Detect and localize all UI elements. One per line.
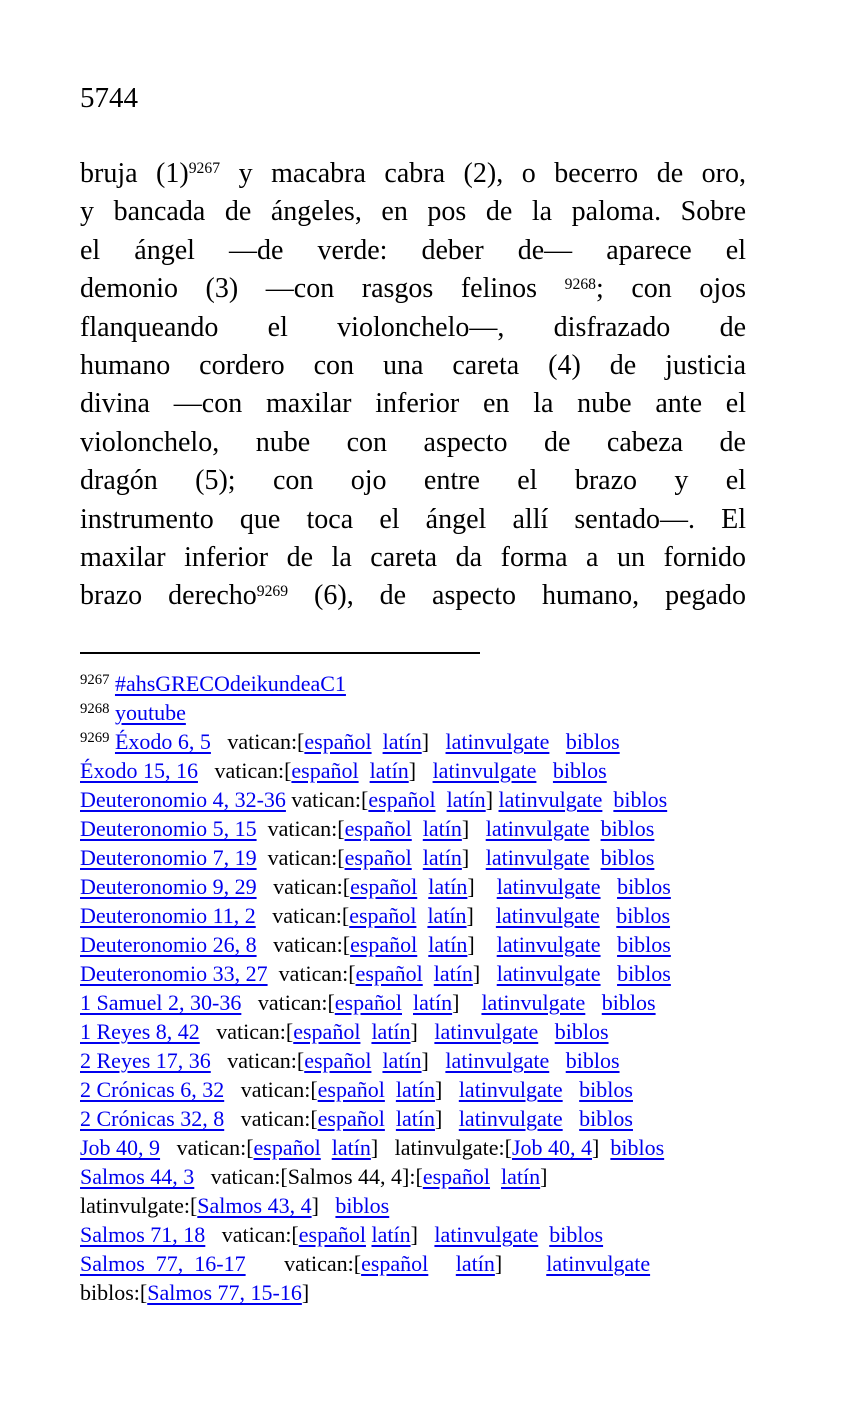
footnote-link[interactable]: biblos xyxy=(617,874,671,899)
footnote-line xyxy=(80,727,786,756)
footnote-link[interactable]: latín xyxy=(382,729,422,754)
paragraph-line xyxy=(80,347,746,385)
text-segment: el ángel —de verde: deber de— aparece el xyxy=(80,234,746,266)
text-segment: vatican:[ xyxy=(285,787,369,812)
footnote-link[interactable]: latín xyxy=(455,1251,495,1276)
footnote-link[interactable]: latinvulgate xyxy=(485,845,590,870)
footnote-line xyxy=(80,1133,786,1162)
text-segment xyxy=(436,787,447,812)
footnote-link[interactable]: latín xyxy=(428,874,468,899)
footnote-link[interactable]: Job 40, 9 xyxy=(80,1135,161,1160)
footnote-link[interactable]: latín xyxy=(382,1048,422,1073)
footnote-link[interactable]: latinvulgate xyxy=(445,729,550,754)
text-segment xyxy=(601,961,618,986)
text-segment xyxy=(371,1048,382,1073)
footnote-link[interactable]: español xyxy=(344,845,412,870)
footnote-line xyxy=(80,1191,786,1220)
paragraph-line xyxy=(80,193,746,231)
footnote-link[interactable]: latín xyxy=(371,1019,411,1044)
paragraph-line xyxy=(80,270,746,308)
footnote-ref-number: 9267 xyxy=(188,160,221,178)
footnote-link[interactable]: biblos xyxy=(610,1135,665,1160)
footnote-link[interactable]: español xyxy=(349,903,417,928)
footnote-link[interactable]: latín xyxy=(371,1222,411,1247)
text-segment: flanqueando el violonchelo—, disfrazado de xyxy=(80,311,746,343)
footnote-link[interactable]: youtube xyxy=(114,700,186,725)
footnote-link[interactable]: latín xyxy=(428,932,468,957)
footnote-link[interactable]: latín xyxy=(369,758,409,783)
text-segment: ] xyxy=(434,1106,459,1131)
footnote-link[interactable]: latín xyxy=(501,1164,541,1189)
footnote-link[interactable]: 2 Reyes 17, 36 xyxy=(80,1048,211,1073)
footnote-link[interactable]: #ahsGRECOdeikundeaC1 xyxy=(114,671,346,696)
text-segment: vatican:[ xyxy=(256,874,351,899)
footnote-link[interactable]: biblos xyxy=(565,729,620,754)
text-segment xyxy=(538,1222,549,1247)
footnote-link[interactable]: español xyxy=(304,1048,372,1073)
footnote-link[interactable]: biblos xyxy=(335,1193,390,1218)
footnote-line xyxy=(80,785,786,814)
footnote-link[interactable]: latín xyxy=(427,903,467,928)
footnote-link[interactable]: español xyxy=(361,1251,429,1276)
footnote-link[interactable]: español xyxy=(298,1222,366,1247)
text-segment: violonchelo, nube con aspecto de cabeza de xyxy=(80,426,746,458)
text-segment: latinvulgate:[ xyxy=(80,1193,198,1218)
text-segment: ] xyxy=(472,961,497,986)
text-segment: ] xyxy=(311,1193,336,1218)
text-segment: dragón (5); con ojo entre el brazo y el xyxy=(80,465,746,497)
footnote-link[interactable]: latín xyxy=(331,1135,371,1160)
text-segment: ] xyxy=(408,758,433,783)
footnote-separator xyxy=(80,652,480,654)
text-segment: ] xyxy=(592,1135,611,1160)
footnote-ref-number: 9269 xyxy=(80,730,110,747)
footnote-line xyxy=(80,1249,786,1278)
text-segment xyxy=(416,903,427,928)
text-segment xyxy=(385,1106,396,1131)
footnote-link[interactable]: Deuteronomio 26, 8 xyxy=(80,932,257,957)
text-segment xyxy=(359,758,370,783)
text-segment: ; con ojos xyxy=(595,273,746,305)
footnote-link[interactable]: latín xyxy=(395,1106,435,1131)
footnote-line xyxy=(80,1075,786,1104)
text-segment xyxy=(536,758,553,783)
footnote-link[interactable]: español xyxy=(368,787,436,812)
text-segment xyxy=(538,1019,555,1044)
text-segment xyxy=(549,729,566,754)
text-segment: vatican:[Salmos 44, 4]:[ xyxy=(194,1164,423,1189)
text-segment xyxy=(417,932,428,957)
text-segment xyxy=(412,845,423,870)
footnote-link[interactable]: biblos xyxy=(565,1048,620,1073)
text-segment: vatican:[ xyxy=(197,758,292,783)
footnote-line xyxy=(80,1017,786,1046)
text-segment: ] xyxy=(485,787,499,812)
footnote-line xyxy=(80,1278,786,1307)
footnote-link[interactable]: latín xyxy=(422,816,462,841)
footnote-link[interactable]: latinvulgate xyxy=(458,1077,563,1102)
footnote-ref-number: 9268 xyxy=(564,275,596,293)
footnote-link[interactable]: español xyxy=(344,816,412,841)
paragraph-line xyxy=(80,309,746,347)
text-segment: ] xyxy=(540,1164,548,1189)
text-segment xyxy=(549,1048,566,1073)
text-segment: ] xyxy=(301,1280,310,1305)
footnote-link[interactable]: latín xyxy=(422,845,462,870)
text-segment: (6), de aspecto humano, pegado xyxy=(288,580,746,612)
footnote-link[interactable]: 1 Reyes 8, 42 xyxy=(80,1019,200,1044)
text-segment xyxy=(590,845,601,870)
footnote-link[interactable]: latinvulgate xyxy=(496,874,601,899)
text-segment: ] xyxy=(461,816,486,841)
text-segment xyxy=(428,1251,456,1276)
footnote-link[interactable]: biblos xyxy=(617,932,671,957)
text-segment: ] xyxy=(421,729,446,754)
text-segment: ] xyxy=(421,1048,446,1073)
footnote-link[interactable]: biblos xyxy=(616,903,671,928)
text-segment: ] xyxy=(467,932,497,957)
text-segment: vatican:[ xyxy=(205,1222,299,1247)
footnote-line xyxy=(80,814,786,843)
footnote-link[interactable]: latinvulgate xyxy=(498,787,603,812)
footnote-line xyxy=(80,901,786,930)
footnotes-block xyxy=(80,669,786,1307)
footnote-line xyxy=(80,959,786,988)
footnote-link[interactable]: Éxodo 6, 5 xyxy=(114,729,211,754)
footnote-link[interactable]: español xyxy=(334,990,402,1015)
footnote-line xyxy=(80,1104,786,1133)
footnote-line xyxy=(80,1220,786,1249)
footnote-link[interactable]: Salmos 77, 15-16 xyxy=(147,1280,302,1305)
text-segment xyxy=(563,1077,580,1102)
paragraph-line xyxy=(80,385,746,423)
text-segment: divina —con maxilar inferior en la nube ante el xyxy=(80,388,746,420)
footnote-link[interactable]: biblos xyxy=(579,1077,633,1102)
footnote-link[interactable]: español xyxy=(291,758,359,783)
paragraph-line xyxy=(80,424,746,462)
footnote-line xyxy=(80,669,786,698)
footnote-link[interactable]: biblos xyxy=(600,845,655,870)
footnote-line xyxy=(80,756,786,785)
footnote-line xyxy=(80,1162,786,1191)
footnote-link[interactable]: latín xyxy=(413,990,453,1015)
text-segment xyxy=(402,990,413,1015)
footnote-line xyxy=(80,843,786,872)
text-segment xyxy=(321,1135,332,1160)
footnote-link[interactable]: español xyxy=(350,874,418,899)
footnote-link[interactable]: Deuteronomio 7, 19 xyxy=(80,845,257,870)
text-segment: vatican:[ xyxy=(210,1048,305,1073)
page-number: 5744 xyxy=(80,82,138,114)
footnote-link[interactable]: español xyxy=(253,1135,321,1160)
paragraph-line xyxy=(80,539,746,577)
footnote-link[interactable]: español xyxy=(304,729,372,754)
main-paragraph xyxy=(80,155,746,616)
text-segment: humano cordero con una careta (4) de justicia xyxy=(80,350,746,382)
footnote-line xyxy=(80,1046,786,1075)
text-segment xyxy=(601,874,618,899)
footnote-link[interactable]: español xyxy=(350,932,418,957)
footnote-link[interactable]: 2 Crónicas 6, 32 xyxy=(80,1077,225,1102)
text-segment: demonio (3) —con rasgos felinos xyxy=(80,273,565,305)
text-segment xyxy=(423,961,434,986)
footnote-link[interactable]: español xyxy=(355,961,423,986)
footnote-link[interactable]: latinvulgate xyxy=(496,961,601,986)
footnote-link[interactable]: latinvulgate xyxy=(434,1019,539,1044)
text-segment xyxy=(600,903,617,928)
text-segment xyxy=(412,816,423,841)
text-segment xyxy=(602,787,613,812)
text-segment xyxy=(585,990,602,1015)
footnote-link[interactable]: Salmos 43, 4 xyxy=(197,1193,312,1218)
text-segment: ] latinvulgate:[ xyxy=(370,1135,512,1160)
text-segment xyxy=(385,1077,396,1102)
text-segment: ] xyxy=(494,1251,547,1276)
footnote-link[interactable]: latín xyxy=(446,787,486,812)
footnote-link[interactable]: latinvulgate xyxy=(496,932,601,957)
footnote-ref-number: 9269 xyxy=(256,582,289,600)
paragraph-line xyxy=(80,462,746,500)
footnote-link[interactable]: biblos xyxy=(552,758,607,783)
text-segment: instrumento que toca el ángel allí sentado—. El xyxy=(80,503,746,535)
text-segment: ] xyxy=(452,990,482,1015)
text-segment: ] xyxy=(410,1222,435,1247)
text-segment: vatican:[ xyxy=(210,729,305,754)
footnote-link[interactable]: latín xyxy=(433,961,473,986)
text-segment: vatican:[ xyxy=(160,1135,254,1160)
footnote-line xyxy=(80,872,786,901)
paragraph-line xyxy=(80,501,746,539)
text-segment: vatican:[ xyxy=(199,1019,294,1044)
text-segment: y bancada de ángeles, en pos de la paloma. Sobre xyxy=(80,196,746,228)
text-segment: vatican:[ xyxy=(267,961,356,986)
footnote-link[interactable]: español xyxy=(422,1164,491,1189)
footnote-link[interactable]: latinvulgate xyxy=(432,758,537,783)
footnote-link[interactable]: español xyxy=(317,1106,385,1131)
text-segment: biblos:[ xyxy=(80,1280,148,1305)
text-segment: y macabra cabra (2), o becerro de oro, xyxy=(220,158,746,189)
text-segment: vatican:[ xyxy=(245,1251,362,1276)
footnote-link[interactable]: biblos xyxy=(600,816,655,841)
footnote-link[interactable]: latín xyxy=(395,1077,435,1102)
footnote-ref-number: 9267 xyxy=(80,672,110,689)
footnote-link[interactable]: Deuteronomio 33, 27 xyxy=(80,961,268,986)
footnote-link[interactable]: biblos xyxy=(617,961,671,986)
footnote-link[interactable]: español xyxy=(317,1077,385,1102)
text-segment: ] xyxy=(410,1019,435,1044)
text-segment xyxy=(590,816,601,841)
footnote-line xyxy=(80,698,786,727)
footnote-link[interactable]: latinvulgate xyxy=(458,1106,563,1131)
footnote-line xyxy=(80,988,786,1017)
text-segment xyxy=(601,932,618,957)
paragraph-line xyxy=(80,577,746,615)
text-segment xyxy=(563,1106,580,1131)
footnote-link[interactable]: español xyxy=(293,1019,361,1044)
text-segment: vatican:[ xyxy=(256,816,345,841)
text-segment: vatican:[ xyxy=(241,990,335,1015)
text-segment xyxy=(417,874,428,899)
footnote-link[interactable]: 1 Samuel 2, 30-36 xyxy=(80,990,242,1015)
footnote-link[interactable]: latinvulgate xyxy=(445,1048,550,1073)
footnote-link[interactable]: latinvulgate xyxy=(495,903,600,928)
text-segment: vatican:[ xyxy=(224,1077,318,1102)
text-segment xyxy=(490,1164,501,1189)
footnote-link[interactable]: biblos xyxy=(554,1019,609,1044)
footnote-link[interactable]: Deuteronomio 9, 29 xyxy=(80,874,257,899)
text-segment: bruja (1) xyxy=(80,158,189,189)
footnote-link[interactable]: Job 40, 4 xyxy=(511,1135,593,1160)
text-segment: ] xyxy=(461,845,486,870)
footnote-ref-number: 9268 xyxy=(80,701,110,718)
footnote-link[interactable]: latinvulgate xyxy=(434,1222,539,1247)
footnote-link[interactable]: Salmos 44, 3 xyxy=(80,1164,195,1189)
text-segment: maxilar inferior de la careta da forma a un fornido xyxy=(80,542,746,574)
footnote-link[interactable]: latinvulgate xyxy=(546,1251,651,1276)
text-segment: ] xyxy=(466,903,496,928)
footnote-link[interactable]: Deuteronomio 4, 32-36 xyxy=(80,787,286,812)
footnote-link[interactable]: Deuteronomio 11, 2 xyxy=(80,903,256,928)
text-segment: vatican:[ xyxy=(224,1106,318,1131)
text-segment: ] xyxy=(434,1077,459,1102)
footnote-link[interactable]: latinvulgate xyxy=(485,816,590,841)
paragraph-line xyxy=(80,155,746,193)
text-segment: brazo derecho xyxy=(80,580,257,612)
footnote-link[interactable]: Éxodo 15, 16 xyxy=(80,758,198,783)
text-segment xyxy=(372,729,383,754)
footnote-link[interactable]: latinvulgate xyxy=(481,990,586,1015)
footnote-line xyxy=(80,930,786,959)
text-segment: vatican:[ xyxy=(255,903,350,928)
text-segment xyxy=(360,1019,371,1044)
footnote-link[interactable]: Salmos 71, 18 xyxy=(80,1222,206,1247)
text-segment: vatican:[ xyxy=(256,932,351,957)
footnote-link[interactable]: biblos xyxy=(613,787,668,812)
text-segment: vatican:[ xyxy=(256,845,345,870)
footnote-link[interactable]: Deuteronomio 5, 15 xyxy=(80,816,257,841)
footnote-link[interactable]: Salmos 77, 16-17 xyxy=(80,1251,246,1276)
paragraph-line xyxy=(80,232,746,270)
footnote-link[interactable]: 2 Crónicas 32, 8 xyxy=(80,1106,225,1131)
footnote-link[interactable]: biblos xyxy=(579,1106,633,1131)
footnote-link[interactable]: biblos xyxy=(601,990,656,1015)
footnote-link[interactable]: biblos xyxy=(549,1222,604,1247)
text-segment: ] xyxy=(467,874,497,899)
